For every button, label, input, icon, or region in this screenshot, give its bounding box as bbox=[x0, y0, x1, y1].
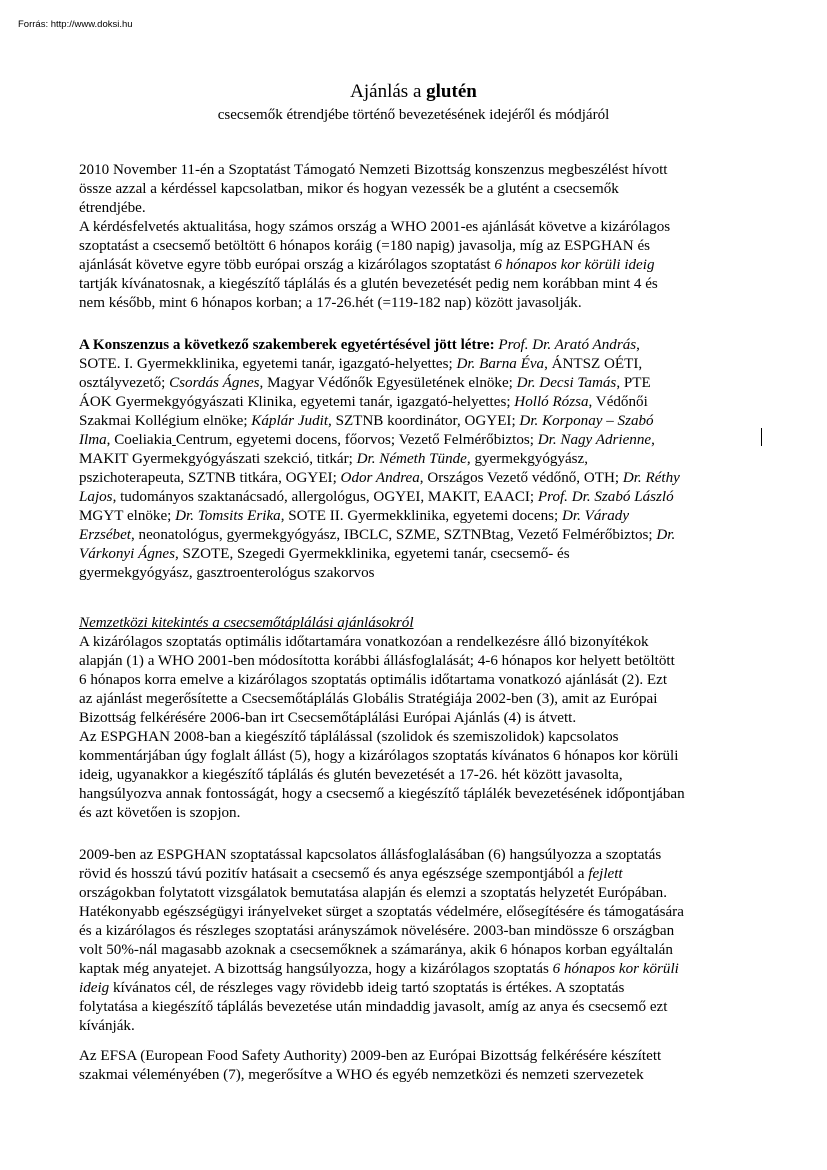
italic-run: Dr. Decsi Tamás bbox=[516, 375, 617, 391]
italic-run: 6 hónapos kor körüli ideig bbox=[494, 257, 655, 273]
italic-run: Csordás Ágnes bbox=[169, 375, 260, 391]
text-line bbox=[79, 374, 759, 393]
paragraph-experts bbox=[79, 336, 759, 583]
italic-run: Dr. Barna Éva bbox=[456, 356, 545, 372]
text-line: Hatékonyabb egészségügyi irányelveket sürget a szoptatás védelmére, elősegítésére és támogatására bbox=[79, 904, 684, 920]
text-run: ÁOK Gyermekgyógyászati Klinika, egyetemi tanár, igazgató-helyettes; bbox=[79, 394, 515, 410]
source-note: Forrás: http://www.doksi.hu bbox=[18, 19, 133, 30]
text-line: Az ESPGHAN 2008-ban a kiegészítő táplálással (szolidok és szemiszolidok) kapcsolatos bbox=[79, 729, 619, 745]
italic-run: Káplár Judit bbox=[251, 413, 329, 429]
text-cursor bbox=[761, 428, 762, 446]
text-line: ideig, ugyanakkor a kiegészítő táplálás és glutén bevezetését a 17-26. hét között javasolta, bbox=[79, 767, 623, 783]
italic-run: Dr. Tomsits Erika bbox=[175, 508, 281, 524]
text-line: A kérdésfelvetés aktualitása, hogy számos ország a WHO 2001-es ajánlását követve a kizárólagos bbox=[79, 219, 671, 235]
text-line: nem később, mint 6 hónapos korban; a 17-26.hét (=119-182 nap) között javasolják. bbox=[79, 295, 582, 311]
document-subtitle: csecsemők étrendjébe történő bevezetésének idejéről és módjáról bbox=[217, 107, 610, 123]
section-international bbox=[79, 614, 759, 823]
italic-run: Prof. Dr. Szabó László bbox=[537, 489, 674, 505]
text-run: osztályvezető; bbox=[79, 375, 170, 391]
text-line bbox=[79, 469, 759, 488]
text-run: pszichoterapeuta, SZTNB titkára, OGYEI; bbox=[79, 470, 341, 486]
text-line bbox=[79, 431, 759, 450]
italic-run: Dr. Korponay – Szabó bbox=[519, 413, 654, 429]
text-run: kaptak még anyatejet. A bizottság hangsúlyozza, hogy a kizárólagos szoptatás bbox=[79, 961, 553, 977]
text-run: , Országos Vezető védőnő, OTH; bbox=[419, 470, 623, 486]
text-run: , Védőnői bbox=[588, 394, 648, 410]
text-line bbox=[79, 960, 759, 979]
text-run: MGYT elnöke; bbox=[79, 508, 176, 524]
text-line bbox=[79, 488, 759, 507]
text-line: folytatása a kiegészítő táplálás bevezetése után mindaddig javasolt, amíg az anya és csecsemő ezt bbox=[79, 999, 668, 1015]
text-line: 6 hónapos korra emelve a kizárólagos szoptatás optimális időtartama vonatkozó ajánlását (2). Ezt bbox=[79, 672, 668, 688]
text-line bbox=[79, 393, 759, 412]
text-line: alapján (1) a WHO 2001-ben módosította korábbi állásfoglalását; 4-6 hónapos kor helyett betöltött bbox=[79, 653, 675, 669]
document-title bbox=[0, 80, 827, 104]
title-bold: glutén bbox=[426, 81, 477, 102]
text-run: , neonatológus, gyermekgyógyász, IBCLC, SZME, SZTNBtag, Vezető Felmérőbiztos; bbox=[130, 527, 657, 543]
text-line: Bizottság felkérésére 2006-ban irt Csecsemőtáplálási Európai Ajánlás (4) is átvett. bbox=[79, 710, 577, 726]
text-run: Centrum, egyetemi docens, főorvos; Vezető Felmérőbiztos; bbox=[175, 432, 538, 448]
paragraph-efsa bbox=[79, 1047, 759, 1085]
title-text: Ajánlás a bbox=[350, 81, 427, 102]
italic-run: Dr. Várady bbox=[561, 508, 630, 524]
text-run: , Magyar Védőnők Egyesületének elnöke; bbox=[259, 375, 517, 391]
text-run: , SOTE II. Gyermekklinika, egyetemi docens; bbox=[280, 508, 562, 524]
heading-text: Nemzetközi kitekintés a csecsemőtáplálási ajánlásokról bbox=[79, 615, 414, 631]
text-run: , SZOTE, Szegedi Gyermekklinika, egyetemi tanár, csecsemő- és bbox=[175, 546, 570, 562]
text-run: , tudományos szaktanácsadó, allergológus, OGYEI, MAKIT, EAACI; bbox=[112, 489, 538, 505]
text-run: MAKIT Gyermekgyógyászati szekció, titkár; bbox=[79, 451, 357, 467]
text-run: kívánatos cél, de részleges vagy rövidebb ideig tartó szoptatás is értékes. A szoptatás bbox=[109, 980, 625, 996]
italic-run: Lajos bbox=[79, 489, 113, 505]
text-line bbox=[79, 507, 759, 526]
text-line bbox=[79, 336, 759, 355]
text-line: az ajánlást megerősítette a Csecsemőtáplálás Globális Stratégiája 2002-ben (3), amit az Európai bbox=[79, 691, 658, 707]
text-run: , SZTNB koordinátor, OGYEI; bbox=[328, 413, 520, 429]
italic-run: Erzsébet bbox=[79, 527, 131, 543]
text-line: A kizárólagos szoptatás optimális időtartamára vonatkozóan a rendelkezésre álló bizonyítékok bbox=[79, 634, 649, 650]
text-line: tartják kívánatosnak, a kiegészítő táplálás és a glutén bevezetését pedig nem korábban mint 4 és bbox=[79, 276, 658, 292]
italic-run: Dr. bbox=[656, 527, 676, 543]
text-line bbox=[79, 526, 759, 545]
italic-run: Dr. Réthy bbox=[622, 470, 680, 486]
paragraph-intro bbox=[79, 161, 759, 313]
text-line: gyermekgyógyász, gasztroenterológus szakorvos bbox=[79, 565, 375, 581]
text-line: hangsúlyozva annak fontosságát, hogy a csecsemő a kiegészítő táplálék bevezetésének időpontjában bbox=[79, 786, 685, 802]
italic-run: Ilma bbox=[79, 432, 107, 448]
text-line bbox=[79, 355, 759, 374]
italic-run: Holló Rózsa bbox=[514, 394, 589, 410]
bold-run: A Konszenzus a következő szakemberek egyetértésével jött létre: bbox=[79, 337, 495, 353]
text-run: Szakmai Kollégium elnöke; bbox=[79, 413, 252, 429]
text-line: országokban folytatott vizsgálatok bemutatása alapján és elemzi a szoptatás helyzetét Európában. bbox=[79, 885, 668, 901]
italic-run: ideig bbox=[79, 980, 110, 996]
text-line: és azt követően is szopjon. bbox=[79, 805, 241, 821]
text-line: kommentárjában úgy foglalt állást (5), hogy a kizárólagos szoptatás kívánatos 6 hónapos kor körüli bbox=[79, 748, 679, 764]
text-line: szoptatást a csecsemő betöltött 6 hónapos koráig (=180 napig) javasolja, míg az ESPGHAN és bbox=[79, 238, 651, 254]
italic-run: Várkonyi Ágnes bbox=[79, 546, 175, 562]
text-line: össze azzal a kérdéssel kapcsolatban, mikor és hogyan vezessék be a glutént a csecsemők bbox=[79, 181, 619, 197]
text-line bbox=[79, 545, 759, 564]
italic-run: fejlett bbox=[588, 866, 623, 882]
text-line: 2009-ben az ESPGHAN szoptatással kapcsolatos állásfoglalásában (6) hangsúlyozza a szoptatás bbox=[79, 847, 662, 863]
italic-run: Dr. Nagy Adrienne bbox=[537, 432, 652, 448]
paragraph-espghan bbox=[79, 846, 759, 1036]
italic-run: 6 hónapos kor körüli bbox=[552, 961, 679, 977]
text-run: , ÁNTSZ OÉTI, bbox=[544, 356, 643, 372]
text-run: , PTE bbox=[616, 375, 651, 391]
text-line bbox=[79, 979, 759, 998]
text-run: , gyermekgyógyász, bbox=[466, 451, 589, 467]
text-line: Az EFSA (European Food Safety Authority) 2009-ben az Európai Bizottság felkérésére készített bbox=[79, 1048, 662, 1064]
text-line: volt 50%-nál magasabb azoknak a csecsemőknek a számaránya, akik 6 hónapos korban egyáltalán bbox=[79, 942, 673, 958]
text-line bbox=[79, 412, 759, 431]
text-run: , Coeliakia bbox=[106, 432, 173, 448]
text-line: szakmai véleményében (7), megerősítve a WHO és egyéb nemzetközi és nemzeti szervezetek bbox=[79, 1067, 644, 1083]
text-run: ajánlását követve egyre több európai ország a kizárólagos szoptatást bbox=[79, 257, 495, 273]
italic-run: Odor Andrea bbox=[340, 470, 420, 486]
text-run: SOTE. I. Gyermekklinika, egyetemi tanár, igazgató-helyettes; bbox=[79, 356, 457, 372]
text-line bbox=[79, 256, 759, 275]
text-line: 2010 November 11-én a Szoptatást Támogató Nemzeti Bizottság konszenzus megbeszélést hívott bbox=[79, 162, 668, 178]
text-line bbox=[79, 865, 759, 884]
text-run: , bbox=[636, 337, 640, 353]
text-line bbox=[79, 450, 759, 469]
section-heading bbox=[79, 614, 759, 633]
italic-run: Prof. Dr. Arató András bbox=[494, 337, 637, 353]
italic-run: Dr. Németh Tünde bbox=[356, 451, 467, 467]
text-line: étrendjébe. bbox=[79, 200, 146, 216]
text-run: rövid és hosszú távú pozitív hatásait a csecsemő és anya egészsége szempontjából a bbox=[79, 866, 589, 882]
text-line: kívánják. bbox=[79, 1018, 135, 1034]
text-line: és a kizárólagos és részleges szoptatási arányszámok növelésére. 2003-ban mindössze 6 országban bbox=[79, 923, 675, 939]
text-run: , bbox=[651, 432, 655, 448]
